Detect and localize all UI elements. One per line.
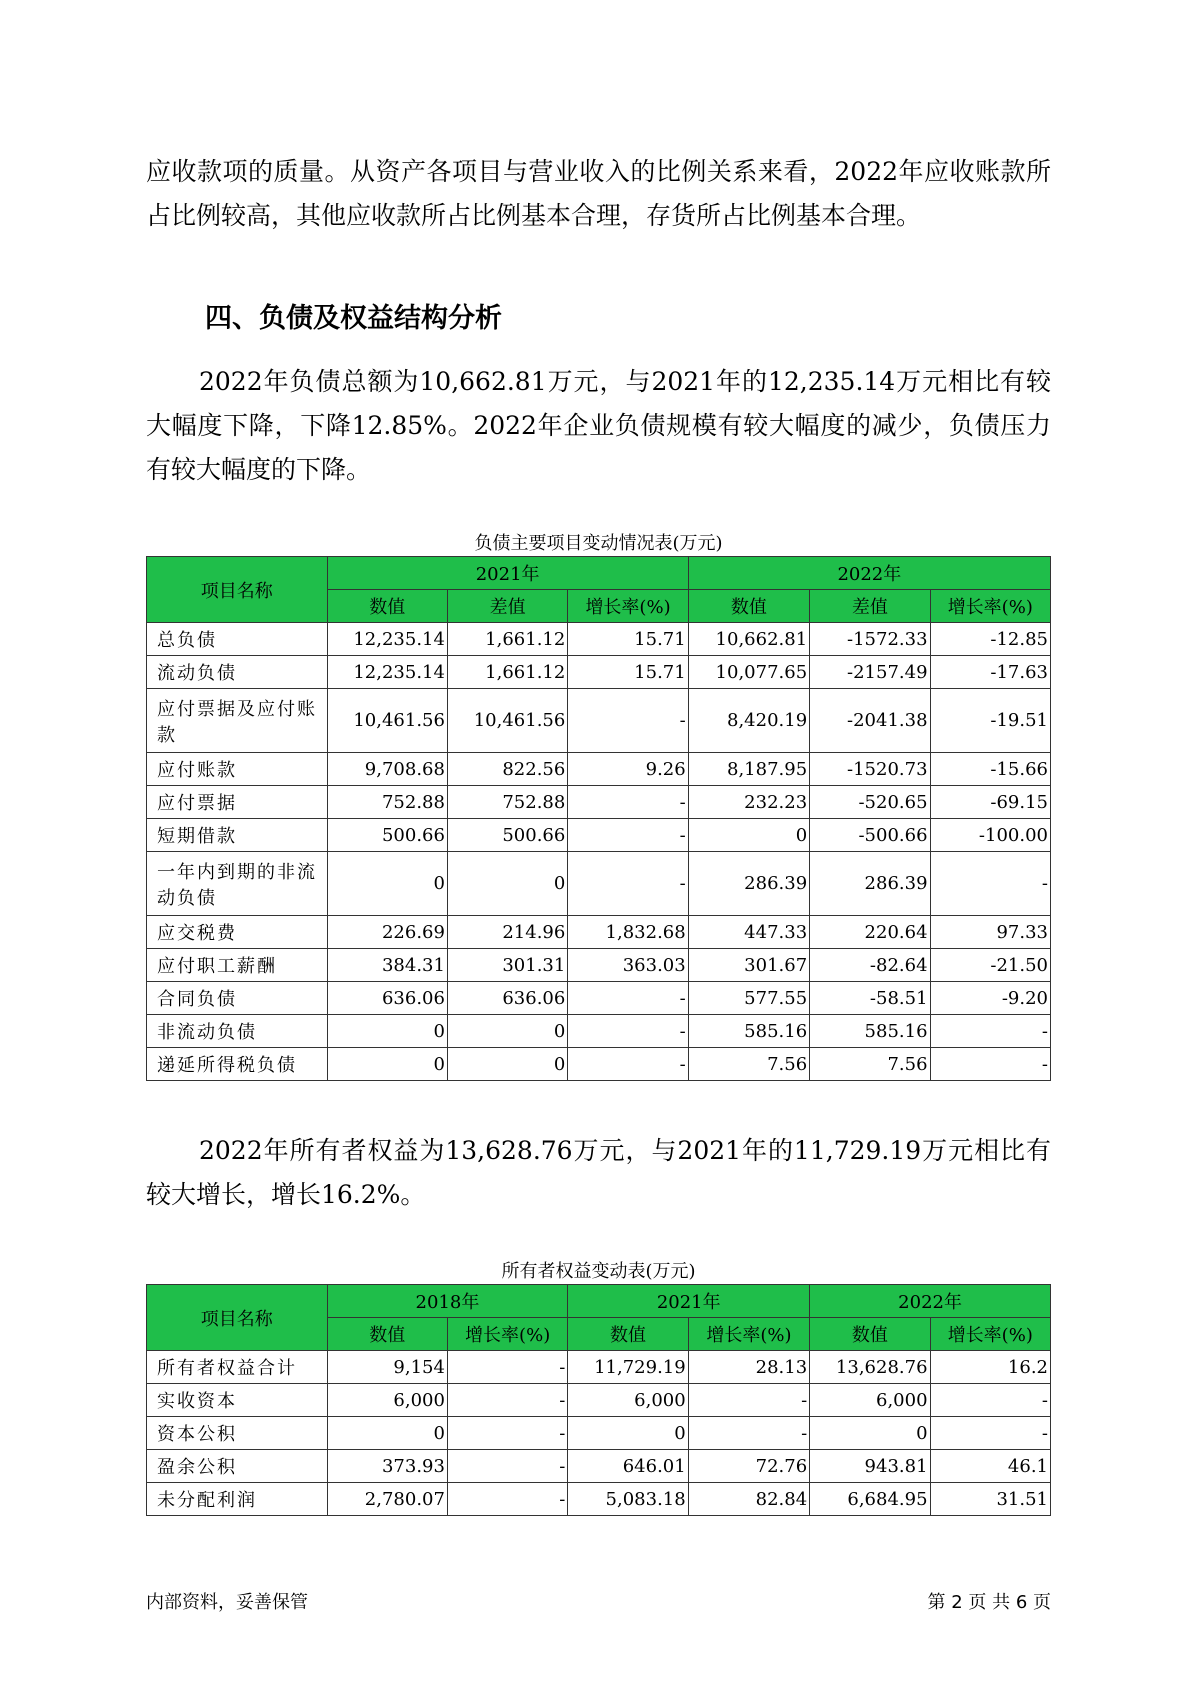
header-value: 数值 [810,1318,930,1351]
table-row [147,689,1051,753]
header-growth: 增长率(%) [568,590,688,623]
row-label: 流动负债 [147,656,328,689]
cell: -17.63 [930,656,1050,689]
cell: - [447,1351,567,1384]
table-row [147,1483,1051,1516]
table-row [147,753,1051,786]
cell: 10,461.56 [327,689,447,753]
row-label: 应交税费 [147,916,328,949]
cell: 82.84 [688,1483,809,1516]
cell: - [930,1048,1050,1081]
cell: 16.2 [930,1351,1050,1384]
row-label: 资本公积 [147,1417,328,1450]
header-growth: 增长率(%) [930,1318,1050,1351]
cell: 10,077.65 [688,656,809,689]
cell: 585.16 [810,1015,930,1048]
cell: 447.33 [688,916,809,949]
cell: 286.39 [688,852,809,916]
table-row [147,819,1051,852]
cell: 12,235.14 [327,656,447,689]
cell: - [568,819,688,852]
cell: 15.71 [568,656,688,689]
cell: 7.56 [688,1048,809,1081]
cell: -2157.49 [810,656,930,689]
cell: - [568,982,688,1015]
cell: 9,154 [327,1351,447,1384]
header-value: 数值 [568,1318,688,1351]
header-item-name: 项目名称 [147,557,328,623]
cell: 72.76 [688,1450,809,1483]
header-year: 2021年 [327,557,688,590]
table-row [147,916,1051,949]
cell: -21.50 [930,949,1050,982]
cell: 0 [327,1048,447,1081]
cell: 822.56 [447,753,567,786]
cell: -15.66 [930,753,1050,786]
row-label: 总负债 [147,623,328,656]
cell: 0 [327,852,447,916]
cell: 15.71 [568,623,688,656]
cell: 1,832.68 [568,916,688,949]
equity-table [146,1284,1051,1516]
cell: 0 [327,1417,447,1450]
cell: 373.93 [327,1450,447,1483]
cell: 6,000 [327,1384,447,1417]
cell: - [568,1015,688,1048]
cell: 301.67 [688,949,809,982]
cell: - [568,786,688,819]
cell: 752.88 [447,786,567,819]
cell: -19.51 [930,689,1050,753]
header-year: 2021年 [568,1285,810,1318]
cell: - [930,1417,1050,1450]
cell: 9,708.68 [327,753,447,786]
cell: 2,780.07 [327,1483,447,1516]
table-row [147,1450,1051,1483]
row-label: 应付账款 [147,753,328,786]
table-row [147,852,1051,916]
cell: 500.66 [327,819,447,852]
cell: 7.56 [810,1048,930,1081]
cell: 0 [447,1015,567,1048]
footer-confidential-note: 内部资料，妥善保管 [146,1592,308,1613]
row-label: 一年内到期的非流动负债 [147,852,328,916]
cell: - [447,1384,567,1417]
table-row [147,1417,1051,1450]
cell: 46.1 [930,1450,1050,1483]
table-caption: 负债主要项目变动情况表(万元) [474,533,723,554]
cell: -520.65 [810,786,930,819]
header-diff: 差值 [447,590,567,623]
cell: 636.06 [447,982,567,1015]
cell: 5,083.18 [568,1483,688,1516]
cell: 10,662.81 [688,623,809,656]
table-row [147,982,1051,1015]
header-value: 数值 [327,1318,447,1351]
row-label: 应付票据及应付账款 [147,689,328,753]
cell: 577.55 [688,982,809,1015]
cell: 0 [810,1417,930,1450]
cell: 500.66 [447,819,567,852]
cell: 646.01 [568,1450,688,1483]
cell: - [568,1048,688,1081]
row-label: 应付票据 [147,786,328,819]
row-label: 合同负债 [147,982,328,1015]
cell: 226.69 [327,916,447,949]
cell: 220.64 [810,916,930,949]
cell: 9.26 [568,753,688,786]
cell: 8,187.95 [688,753,809,786]
cell: 943.81 [810,1450,930,1483]
table-row [147,623,1051,656]
table-row [147,1351,1051,1384]
table-row [147,949,1051,982]
cell: 11,729.19 [568,1351,688,1384]
cell: 28.13 [688,1351,809,1384]
table-row [147,786,1051,819]
row-label: 实收资本 [147,1384,328,1417]
cell: 97.33 [930,916,1050,949]
cell: 286.39 [810,852,930,916]
cell: -58.51 [810,982,930,1015]
cell: -69.15 [930,786,1050,819]
cell: -82.64 [810,949,930,982]
cell: - [568,852,688,916]
cell: - [930,1384,1050,1417]
row-label: 递延所得税负债 [147,1048,328,1081]
row-label: 短期借款 [147,819,328,852]
header-growth: 增长率(%) [930,590,1050,623]
cell: 214.96 [447,916,567,949]
cell: - [447,1417,567,1450]
paragraph-equity-summary: 2022年所有者权益为13,628.76万元，与2021年的11,729.19万元相比有较大增长，增长16.2%。 [146,1136,1051,1209]
header-value: 数值 [688,590,809,623]
header-growth: 增长率(%) [688,1318,809,1351]
cell: 363.03 [568,949,688,982]
header-year: 2018年 [327,1285,568,1318]
liability-table [146,556,1051,1081]
cell: 10,461.56 [447,689,567,753]
row-label: 盈余公积 [147,1450,328,1483]
cell: - [688,1417,809,1450]
cell: 12,235.14 [327,623,447,656]
cell: 0 [447,852,567,916]
cell: 752.88 [327,786,447,819]
table-row [147,1384,1051,1417]
header-diff: 差值 [810,590,930,623]
cell: -2041.38 [810,689,930,753]
cell: 13,628.76 [810,1351,930,1384]
cell: 1,661.12 [447,623,567,656]
cell: -1520.73 [810,753,930,786]
cell: 0 [688,819,809,852]
header-growth: 增长率(%) [447,1318,567,1351]
table-row [147,656,1051,689]
cell: 8,420.19 [688,689,809,753]
header-value: 数值 [327,590,447,623]
paragraph-asset-quality: 应收款项的质量。从资产各项目与营业收入的比例关系来看，2022年应收账款所占比例较高，其他应收款所占比例基本合理，存货所占比例基本合理。 [146,157,1051,230]
cell: 6,684.95 [810,1483,930,1516]
cell: 232.23 [688,786,809,819]
cell: 636.06 [327,982,447,1015]
cell: -1572.33 [810,623,930,656]
row-label: 非流动负债 [147,1015,328,1048]
section-heading: 四、负债及权益结构分析 [205,303,502,334]
footer-page-number: 第 2 页 共 6 页 [927,1592,1051,1613]
cell: 0 [447,1048,567,1081]
cell: -9.20 [930,982,1050,1015]
cell: 301.31 [447,949,567,982]
cell: -12.85 [930,623,1050,656]
cell: -100.00 [930,819,1050,852]
table-caption: 所有者权益变动表(万元) [501,1261,696,1282]
table-row [147,1015,1051,1048]
paragraph-liability-summary: 2022年负债总额为10,662.81万元，与2021年的12,235.14万元相比有较大幅度下降，下降12.85%。2022年企业负债规模有较大幅度的减少，负债压力有较大幅度的下降。 [146,367,1051,484]
cell: 585.16 [688,1015,809,1048]
cell: - [447,1483,567,1516]
cell: 0 [568,1417,688,1450]
table-row [147,1048,1051,1081]
header-year: 2022年 [810,1285,1051,1318]
cell: - [447,1450,567,1483]
cell: -500.66 [810,819,930,852]
header-item-name: 项目名称 [147,1285,328,1351]
cell: - [930,1015,1050,1048]
cell: 31.51 [930,1483,1050,1516]
row-label: 未分配利润 [147,1483,328,1516]
row-label: 所有者权益合计 [147,1351,328,1384]
cell: 6,000 [810,1384,930,1417]
cell: - [688,1384,809,1417]
cell: 0 [327,1015,447,1048]
cell: 1,661.12 [447,656,567,689]
cell: - [568,689,688,753]
row-label: 应付职工薪酬 [147,949,328,982]
header-year: 2022年 [688,557,1050,590]
cell: - [930,852,1050,916]
cell: 384.31 [327,949,447,982]
cell: 6,000 [568,1384,688,1417]
